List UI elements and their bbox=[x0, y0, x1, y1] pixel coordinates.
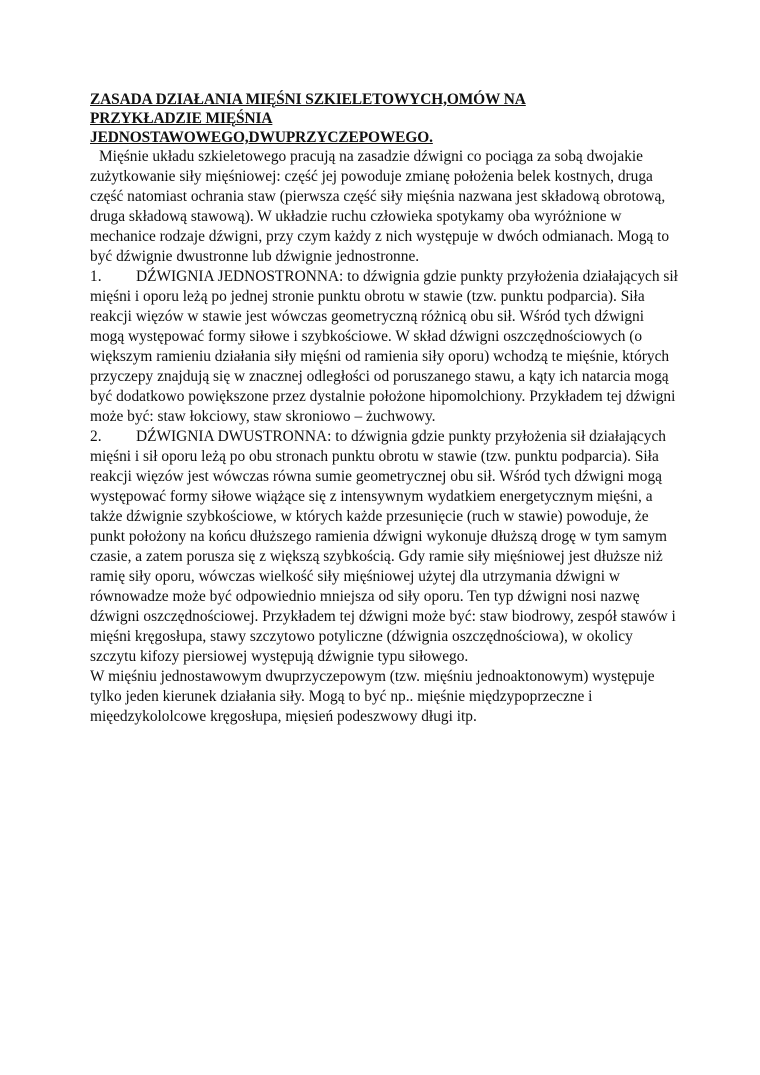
intro-paragraph: Mięśnie układu szkieletowego pracują na zasadzie dźwigni co pociąga za sobą dwojakie zużytkowanie siły mięśniowej: część jej powoduje zmianę położenia belek kostnych, druga część natomiast ochrania staw (pierwsza część siły mięśnia nazwana jest składową obrotową, druga składową stawową). W układzie ruchu człowieka spotykamy oba wyróżnione w mechanice rodzaje dźwigni, przy czym każdy z nich występuje w dwóch odmianach. Mogą to być dźwignie dwustronne lub dźwignie jednostronne. bbox=[90, 148, 670, 265]
list-item-number: 1. bbox=[90, 268, 102, 285]
title-line-3: JEDNOSTAWOWEGO,DWUPRZYCZEPOWEGO. bbox=[90, 129, 433, 146]
title-line-2: PRZYKŁADZIE MIĘŚNIA bbox=[90, 110, 273, 127]
title-line-1: ZASADA DZIAŁANIA MIĘŚNI SZKIELETOWYCH,OMÓW NA bbox=[90, 91, 526, 108]
list-item-number: 2. bbox=[90, 428, 102, 445]
list-item-text: DŹWIGNIA DWUSTRONNA: to dźwignia gdzie punkty przyłożenia sił działających mięśni i sił oporu leżą po obu stronach punktu obrotu w stawie (tzw. punktu podparcia). Siła reakcji więzów jest wówczas równa sumie geometrycznej obu sił. Wśród tych dźwigni mogą występować formy siłowe wiążące się z intensywnym wydatkiem energetycznym mięśni, a także dźwignie szybkościowe, w których każde przesunięcie (ruch w stawie) powoduje, że punkt położony na końcu dłuższego ramienia dźwigni wykonuje dłuższą drogę w tym samym czasie, a zatem porusza się z większą szybkością. Gdy ramie siły mięśniowej jest dłuższe niż ramię siły oporu, wówczas wielkość siły mięśniowej użytej dla utrzymania dźwigni w równowadze może być odpowiednio mniejsza od siły oporu. Ten typ dźwigni nosi nazwę dźwigni oszczędnościowej. Przykładem tej dźwigni może być: staw biodrowy, zespół stawów i mięśni kręgosłupa, stawy szczytowo potyliczne (dźwignia oszczędnościowa), w okolicy szczytu kifozy piersiowej występują dźwignie typu siłowego. bbox=[90, 428, 676, 665]
list-item-2 bbox=[90, 427, 680, 667]
closing-paragraph: W mięśniu jednostawowym dwuprzyczepowym (tzw. mięśniu jednoaktonowym) występuje tylko jeden kierunek działania siły. Mogą to być np.. mięśnie międzypoprzeczne i mięedzykololcowe kręgosłupa, mięsień podeszwowy długi itp. bbox=[90, 668, 655, 725]
list-item-1 bbox=[90, 267, 680, 427]
document-page bbox=[90, 90, 680, 727]
document-title bbox=[90, 90, 680, 147]
list-item-text: DŹWIGNIA JEDNOSTRONNA: to dźwignia gdzie punkty przyłożenia działających sił mięśni i oporu leżą po jednej stronie punktu obrotu w stawie (tzw. punktu podparcia). Siła reakcji więzów w stawie jest wówczas geometryczną różnicą obu sił. Wśród tych dźwigni mogą występować formy siłowe i szybkościowe. W skład dźwigni oszczędnościowych (o większym ramieniu działania siły mięśni od ramienia siły oporu) wchodzą te mięśnie, których przyczepy znajdują się w znacznej odległości od poruszanego stawu, a kąty ich natarcia mogą być dodatkowo powiększone przez dystalnie położone hipomolchiony. Przykładem tej dźwigni może być: staw łokciowy, staw skroniowo – żuchwowy. bbox=[90, 268, 678, 425]
